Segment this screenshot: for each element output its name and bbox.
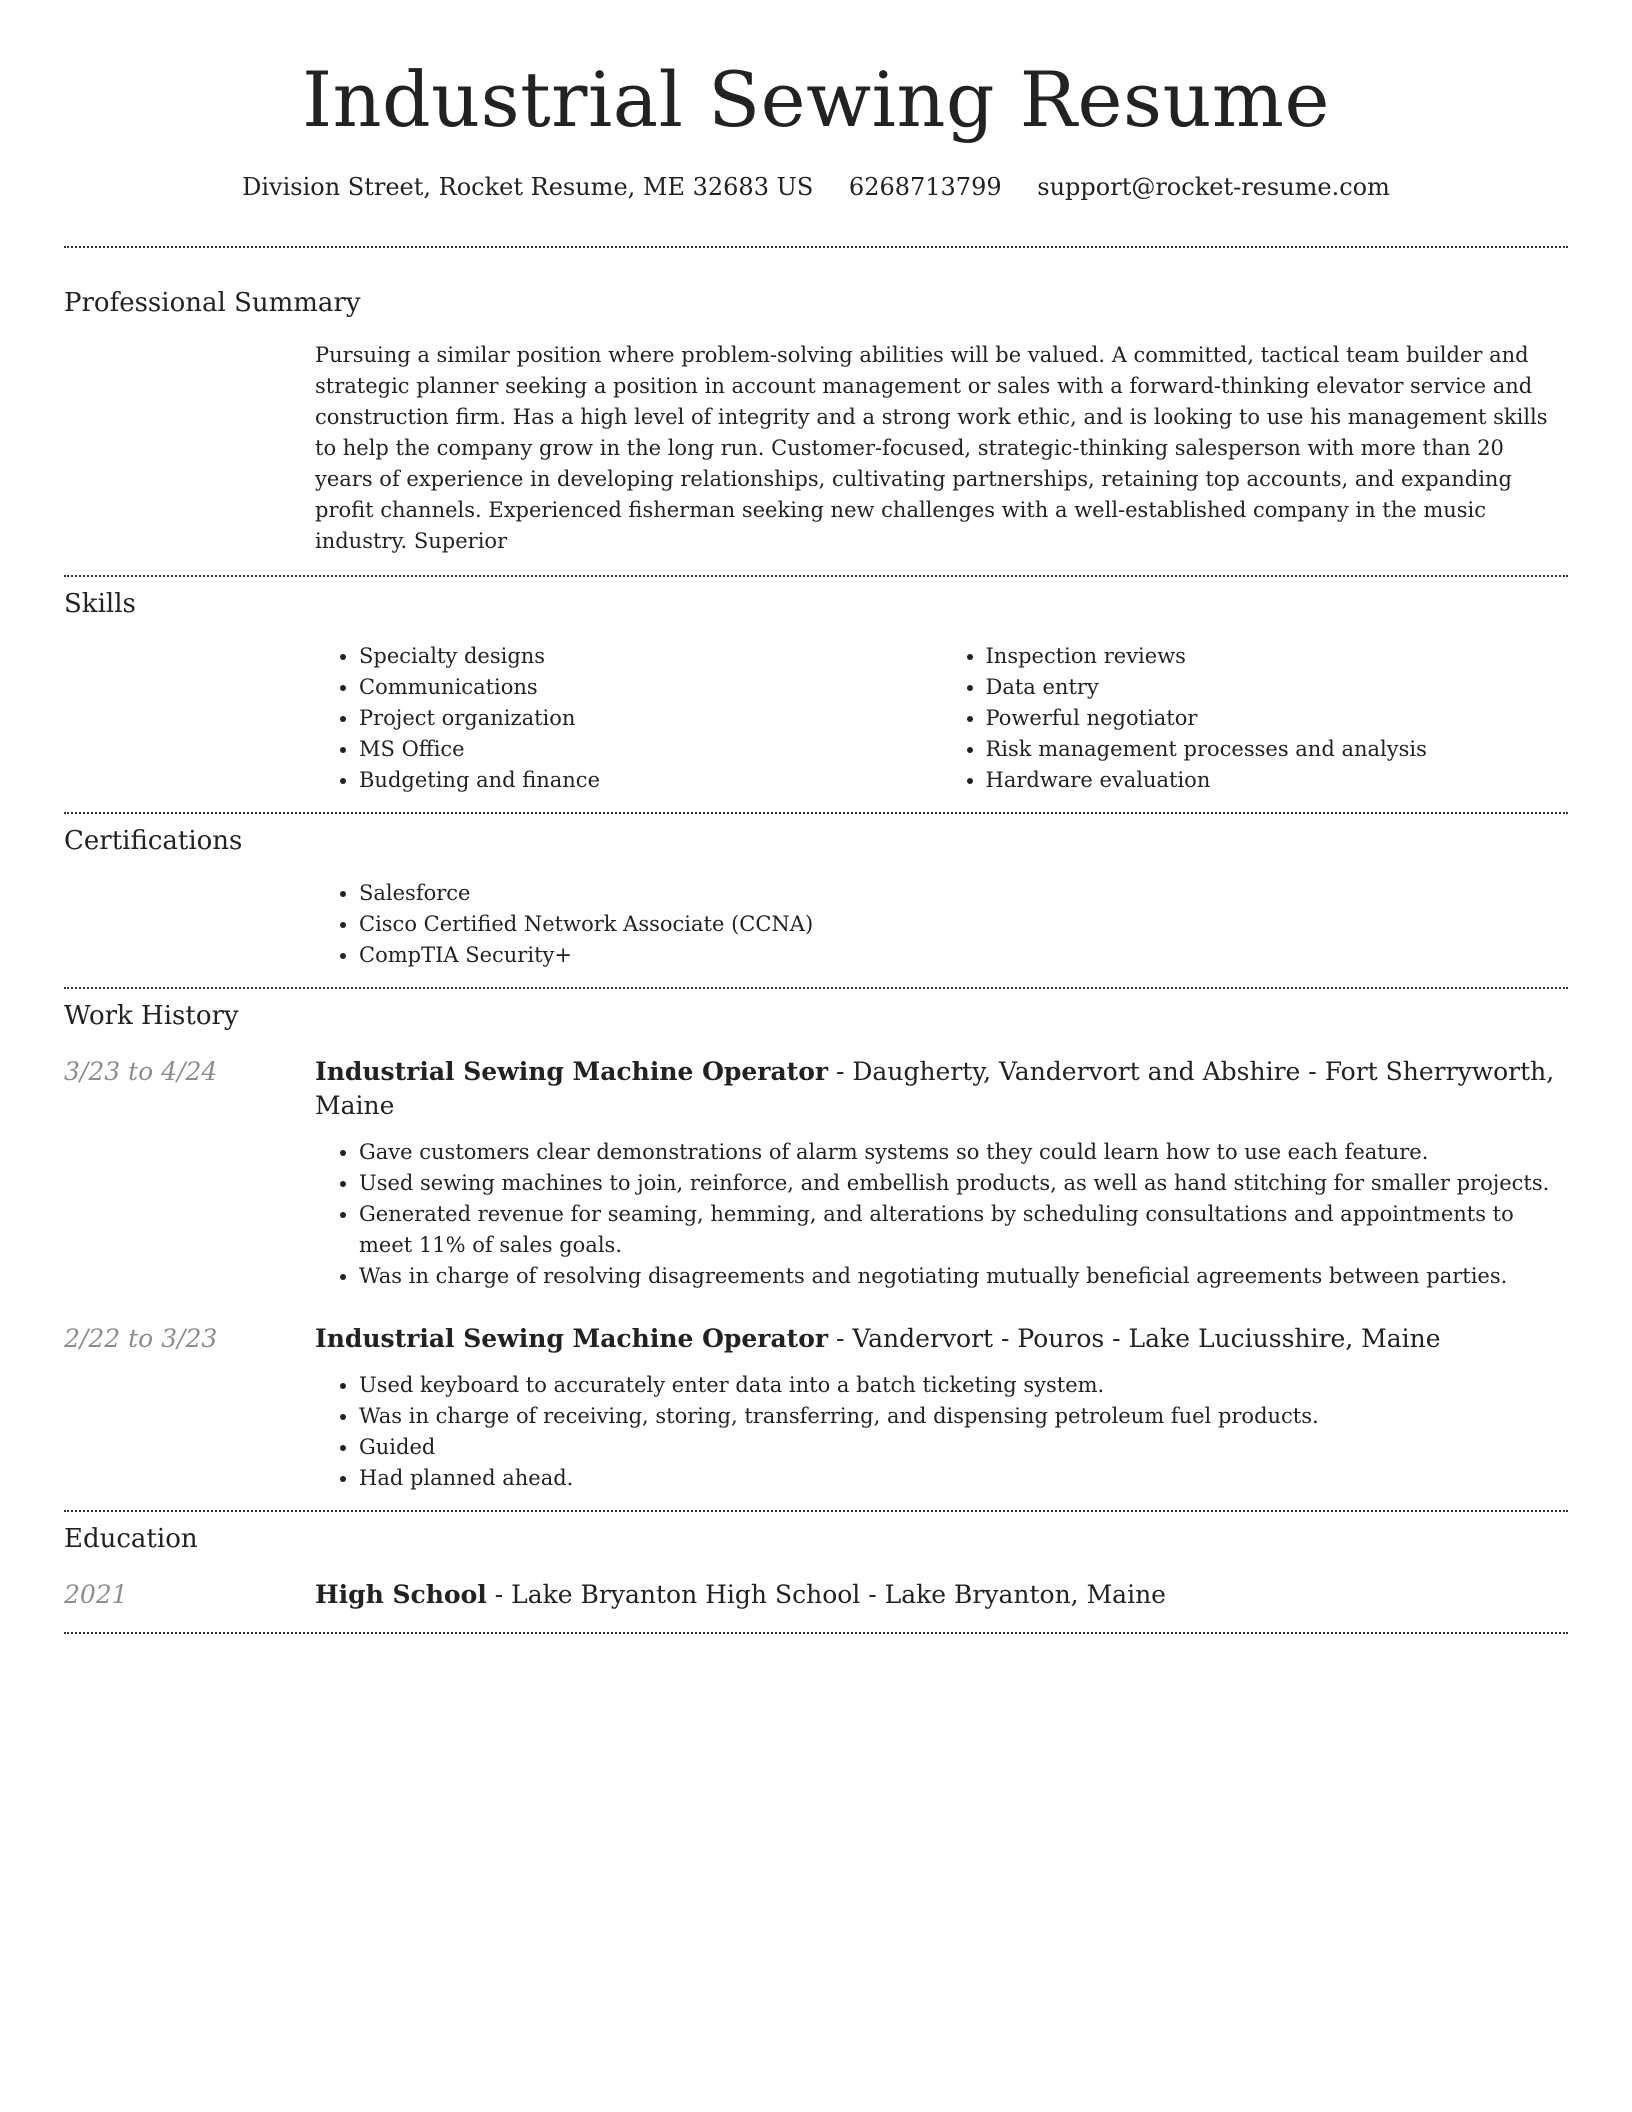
job-bullet: • Used sewing machines to join, reinforce, and embellish products, as well as hand stitching for smaller projects. [359, 1168, 1568, 1199]
skill-item: • MS Office [359, 734, 942, 765]
divider [64, 1510, 1568, 1512]
job-bullets [315, 1370, 1568, 1494]
work-heading: Work History [64, 1001, 239, 1031]
summary-section [64, 286, 1568, 557]
work-entry [64, 1055, 1568, 1292]
skill-item: • Risk management processes and analysis [986, 734, 1569, 765]
divider [64, 987, 1568, 989]
education-year: 2021 [64, 1580, 128, 1609]
certification-item: • Salesforce [359, 878, 1568, 909]
certifications-section [64, 824, 1568, 971]
job-title: Industrial Sewing Machine Operator [315, 1057, 829, 1086]
job-bullet: • Used keyboard to accurately enter data into a batch ticketing system. [359, 1370, 1568, 1401]
work-entry [64, 1322, 1568, 1494]
skill-item: • Communications [359, 672, 942, 703]
job-bullet: • Guided [359, 1432, 1568, 1463]
divider [64, 812, 1568, 814]
job-bullet: • Was in charge of receiving, storing, transferring, and dispensing petroleum fuel products. [359, 1401, 1568, 1432]
job-title: Industrial Sewing Machine Operator [315, 1324, 829, 1353]
work-entry-heading [315, 1055, 1568, 1123]
skill-item: • Budgeting and finance [359, 765, 942, 796]
skills-section [64, 587, 1568, 796]
divider [64, 1632, 1568, 1634]
divider [64, 575, 1568, 577]
skills-list-right [942, 641, 1569, 796]
job-details: - Vandervort - Pouros - Lake Luciusshire, Maine [828, 1324, 1441, 1353]
job-bullet: • Was in charge of resolving disagreements and negotiating mutually beneficial agreements between parties. [359, 1261, 1568, 1292]
contact-line [64, 170, 1568, 204]
job-details: - Daugherty, Vandervort and Abshire - Fort Sherryworth, Maine [315, 1057, 1555, 1120]
skill-item: • Project organization [359, 703, 942, 734]
certifications-list [315, 878, 1568, 971]
certifications-heading: Certifications [64, 826, 243, 856]
job-bullets [315, 1137, 1568, 1292]
work-dates: 3/23 to 4/24 [64, 1057, 218, 1086]
job-bullet: • Generated revenue for seaming, hemming, and alterations by scheduling consultations and appointments to meet 11% of sales goals. [359, 1199, 1568, 1261]
job-bullet: • Gave customers clear demonstrations of alarm systems so they could learn how to use each feature. [359, 1137, 1568, 1168]
resume-title: Industrial Sewing Resume [302, 55, 1330, 144]
education-entry [64, 1578, 1568, 1612]
contact-phone: 6268713799 [848, 173, 1002, 201]
education-heading: Education [64, 1524, 198, 1554]
certification-item: • Cisco Certified Network Associate (CCNA) [359, 909, 1568, 940]
divider [64, 246, 1568, 248]
education-section [64, 1522, 1568, 1612]
summary-text: Pursuing a similar position where problem-solving abilities will be valued. A committed, tactical team builder and strategic planner seeking a position in account management or sales with a forward-thinking elevator service and construction firm. Has a high level of integrity and a strong work ethic, and is looking to use his management skills to help the company grow in the long run. Customer-focused, strategic-thinking salesperson with more than 20 years of experience in developing relationships, cultivating partnerships, retaining top accounts, and expanding profit channels. Experienced fisherman seeking new challenges with a well-established company in the music industry. Superior [315, 343, 1548, 553]
certification-item: • CompTIA Security+ [359, 940, 1568, 971]
skill-item: • Hardware evaluation [986, 765, 1569, 796]
work-section [64, 999, 1568, 1494]
contact-email[interactable]: support@rocket-resume.com [1037, 173, 1390, 201]
education-heading-line [315, 1578, 1568, 1612]
skills-list-left [315, 641, 942, 796]
resume-page [64, 0, 1568, 1634]
work-entry-heading [315, 1322, 1568, 1356]
skill-item: • Powerful negotiator [986, 703, 1569, 734]
skill-item: • Data entry [986, 672, 1569, 703]
education-details: - Lake Bryanton High School - Lake Bryanton, Maine [486, 1580, 1166, 1609]
job-bullet: • Had planned ahead. [359, 1463, 1568, 1494]
work-dates: 2/22 to 3/23 [64, 1324, 218, 1353]
contact-address: Division Street, Rocket Resume, ME 32683 US [242, 173, 814, 201]
skill-item: • Inspection reviews [986, 641, 1569, 672]
skill-item: • Specialty designs [359, 641, 942, 672]
summary-heading: Professional Summary [64, 288, 361, 318]
skills-heading: Skills [64, 589, 136, 619]
degree: High School [315, 1580, 487, 1609]
